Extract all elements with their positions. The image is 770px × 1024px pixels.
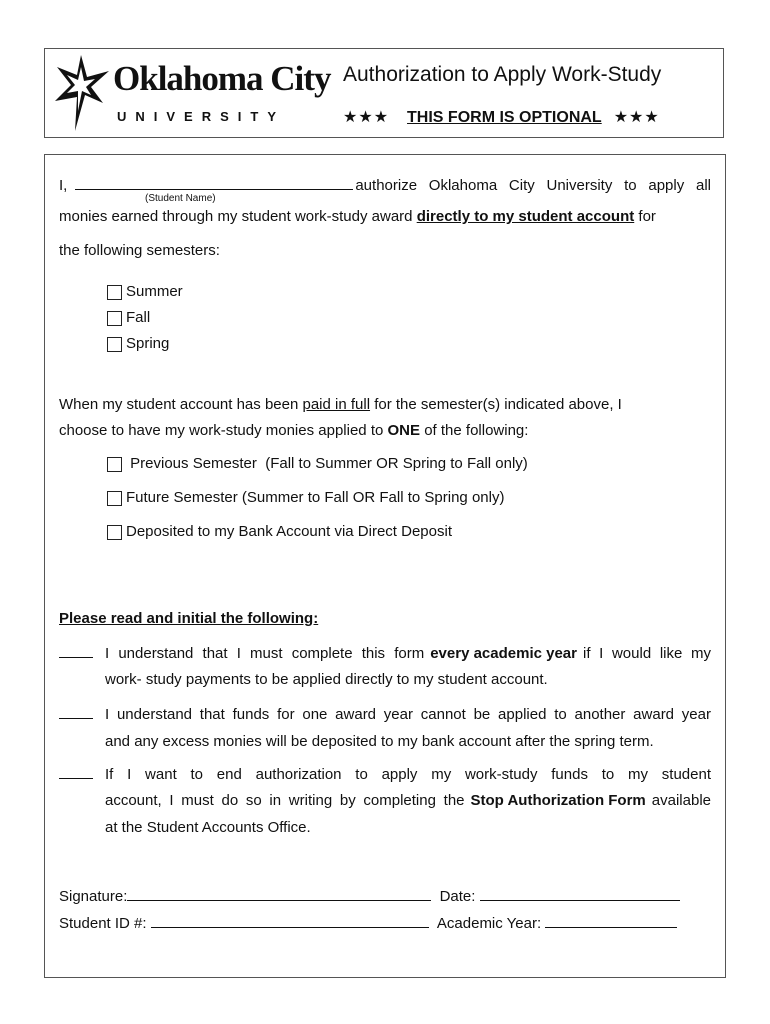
- authorization-line-1: [59, 175, 711, 194]
- every-academic-year-text: every academic year: [430, 645, 577, 662]
- initial-blank-3[interactable]: [59, 766, 93, 783]
- initial-blank-1[interactable]: [59, 645, 93, 662]
- optional-notice: [343, 107, 660, 127]
- date-field[interactable]: [480, 886, 680, 901]
- initial-item-1-line-2: work- study payments to be applied directly to my student account.: [105, 671, 548, 688]
- date-label: Date:: [439, 888, 476, 905]
- logo-name: Oklahoma City: [113, 59, 331, 98]
- student-id-field[interactable]: [151, 913, 429, 928]
- label-summer: Summer: [126, 283, 183, 300]
- initial-item-2-line-1: I understand that funds for one award year cannot be applied to another award year: [105, 706, 711, 723]
- optional-text: THIS FORM IS OPTIONAL: [407, 109, 602, 126]
- label-future-semester: Future Semester (Summer to Fall OR Fall to Spring only): [126, 489, 505, 506]
- form-header: [44, 48, 724, 138]
- stars-right: ★★★: [613, 109, 660, 126]
- student-id-label: Student ID #:: [59, 915, 147, 932]
- star-icon: [51, 53, 113, 133]
- lead-text: I,: [59, 177, 68, 194]
- semesters-intro: the following semesters:: [59, 242, 220, 259]
- academic-year-field[interactable]: [545, 913, 677, 928]
- initial-blank-2[interactable]: [59, 706, 93, 723]
- form-body: [44, 154, 726, 978]
- form-title: Authorization to Apply Work-Study: [343, 63, 662, 86]
- authorize-text: authorize Oklahoma City University to apply all: [355, 177, 711, 194]
- stop-authorization-form-text: Stop Authorization Form: [470, 792, 646, 809]
- academic-year-label: Academic Year:: [436, 915, 542, 932]
- student-id-row: [59, 913, 677, 932]
- initials-heading: Please read and initial the following:: [59, 610, 319, 627]
- label-direct-deposit: Deposited to my Bank Account via Direct Deposit: [126, 523, 452, 540]
- initial-item-1-line-1: I understand that I must complete this form every academic year if I would like my: [105, 645, 711, 662]
- checkbox-spring[interactable]: [107, 337, 122, 352]
- checkbox-future-semester[interactable]: [107, 491, 122, 506]
- paid-in-full-text: paid in full: [302, 396, 371, 413]
- paid-line-1: When my student account has been paid in full for the semester(s) indicated above, I: [59, 396, 622, 413]
- one-text: ONE: [387, 422, 421, 439]
- university-logo: [51, 53, 331, 133]
- checkbox-fall[interactable]: [107, 311, 122, 326]
- paid-line-2: choose to have my work-study monies applied to ONE of the following:: [59, 422, 529, 439]
- student-name-field[interactable]: [75, 175, 353, 190]
- signature-label: Signature:: [59, 888, 128, 905]
- checkbox-direct-deposit[interactable]: [107, 525, 122, 540]
- initial-item-3-line-1: If I want to end authorization to apply my work-study funds to my student: [105, 766, 711, 783]
- label-spring: Spring: [126, 335, 170, 352]
- checkbox-previous-semester[interactable]: [107, 457, 122, 472]
- stars-left: ★★★: [343, 109, 390, 126]
- authorization-line-2: monies earned through my student work-study award directly to my student account for: [59, 208, 656, 225]
- initial-item-3-line-2: account, I must do so in writing by completing the Stop Authorization Form available: [105, 792, 711, 809]
- initial-item-3-line-3: at the Student Accounts Office.: [105, 819, 311, 836]
- logo-subtitle: UNIVERSITY: [117, 109, 286, 124]
- label-previous-semester: Previous Semester (Fall to Summer OR Spring to Fall only): [126, 455, 528, 472]
- student-name-caption: (Student Name): [145, 193, 216, 204]
- label-fall: Fall: [126, 309, 151, 326]
- direct-account-text: directly to my student account: [416, 208, 635, 225]
- initial-item-2-line-2: and any excess monies will be deposited to my bank account after the spring term.: [105, 733, 654, 750]
- signature-row: [59, 886, 680, 905]
- checkbox-summer[interactable]: [107, 285, 122, 300]
- signature-field[interactable]: [127, 886, 431, 901]
